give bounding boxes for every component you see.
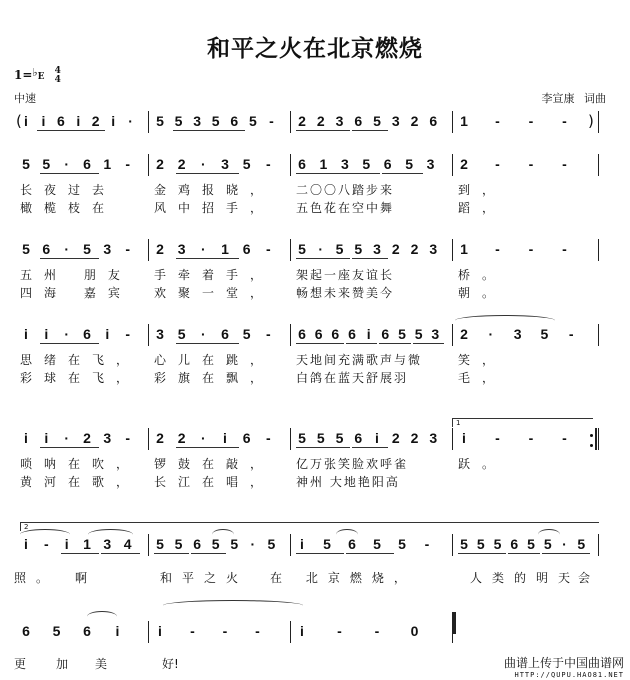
note: 1 [221, 241, 229, 257]
lyric: 思绪在飞， [20, 353, 141, 367]
note: 5 [230, 536, 239, 552]
barline [598, 111, 599, 133]
note: 2 [83, 430, 91, 446]
note: i [24, 113, 28, 129]
note: - [222, 623, 228, 639]
beam-line [382, 173, 423, 174]
note: i [24, 326, 28, 342]
note: 5 [22, 241, 30, 257]
note: 6 [242, 241, 251, 257]
note: 5 [398, 536, 406, 552]
note: 5 [211, 113, 220, 129]
beam-line [346, 343, 377, 344]
note: · [64, 156, 69, 172]
note: - [190, 623, 195, 639]
barline [598, 324, 599, 346]
beam-line [40, 173, 99, 174]
note: - [562, 156, 567, 172]
note: 6 [242, 430, 251, 446]
barline [148, 324, 149, 346]
note: · [200, 430, 206, 446]
repeat-dot [590, 434, 593, 437]
note: - [255, 623, 260, 639]
note: - [495, 430, 500, 446]
note: 5 [298, 430, 306, 446]
beam-line [61, 553, 100, 554]
note: 5 [316, 430, 325, 446]
note: i [462, 430, 466, 446]
note: 3 [391, 113, 400, 129]
note: i [44, 430, 49, 446]
note: - [269, 113, 274, 129]
note: 5 [242, 156, 251, 172]
note: 5 [405, 156, 414, 172]
note: 2 [391, 430, 400, 446]
lyric: 金鸡报晓， [154, 183, 275, 197]
lyric: 神州 大地艳阳高 [296, 475, 400, 489]
lyric: 白鸽在蓝天舒展羽 [296, 371, 409, 385]
lyric: 锣鼓在敲， [154, 457, 275, 471]
note: 5 [335, 430, 344, 446]
beam-line [40, 447, 99, 448]
note: 3 [431, 326, 440, 342]
note: 5 [211, 536, 220, 552]
note: 5 [414, 326, 423, 342]
barline [148, 428, 149, 450]
note: 5 [362, 156, 371, 172]
beam-line [296, 130, 350, 131]
composer-credit: 李宣康 词曲 [541, 92, 606, 105]
beam-line [296, 258, 350, 259]
beam-line [542, 553, 590, 554]
beam-line [296, 447, 350, 448]
lyric: 笑， [458, 353, 507, 367]
tie [455, 315, 555, 326]
beam-line [176, 447, 239, 448]
note: 5 [174, 113, 183, 129]
lyric: 架起一座友谊长 [296, 268, 395, 282]
note: - [125, 430, 130, 446]
beam-line [176, 343, 239, 344]
lyric: 心儿在跳， [154, 353, 275, 367]
note: 3 [426, 156, 435, 172]
note: · [64, 430, 69, 446]
note: 5 [156, 113, 164, 129]
note: 3 [103, 241, 112, 257]
note: 1 [460, 241, 468, 257]
note: 5 [52, 623, 61, 639]
barline [598, 534, 599, 556]
note: 1 [83, 536, 91, 552]
note: - [265, 326, 271, 342]
beam-line [413, 343, 444, 344]
note: 5 [323, 536, 331, 552]
barline [290, 239, 291, 261]
note: 5 [248, 113, 257, 129]
beam-line [176, 173, 239, 174]
barline [148, 154, 149, 176]
note: 3 [513, 326, 522, 342]
note: 6 [429, 113, 438, 129]
tie [88, 529, 133, 540]
note: i [158, 623, 162, 639]
lyric: 桥。 [458, 268, 507, 282]
lyric: 毛， [458, 371, 507, 385]
note: 5 [267, 536, 276, 552]
lyric: 彩旗在飘， [154, 371, 275, 385]
note: 2 [177, 156, 186, 172]
note: 3 [340, 156, 349, 172]
note: · [562, 536, 567, 552]
note: 6 [381, 326, 390, 342]
open-paren: ( [16, 112, 22, 130]
beam-line [508, 553, 540, 554]
note: - [562, 430, 567, 446]
repeat-barline [595, 428, 597, 450]
note: 6 [56, 113, 65, 129]
note: 3 [373, 241, 381, 257]
note: - [43, 536, 49, 552]
note: 2 [91, 113, 100, 129]
note: 6 [354, 113, 363, 129]
note: 5 [298, 241, 306, 257]
tie [163, 600, 303, 611]
barline [452, 428, 453, 450]
note: i [366, 326, 371, 342]
note: 2 [156, 241, 164, 257]
beam-line [40, 343, 99, 344]
note: · [200, 326, 206, 342]
note: 2 [156, 430, 164, 446]
note: 6 [83, 156, 91, 172]
lyric: 蹈， [458, 201, 507, 215]
note: 3 [429, 430, 438, 446]
tie [538, 529, 560, 540]
note: - [265, 156, 271, 172]
lyric: 手牵着手， [154, 268, 275, 282]
note: · [488, 326, 494, 342]
key-one: 1= [14, 68, 33, 82]
note: - [265, 430, 271, 446]
note: - [337, 623, 342, 639]
note: - [424, 536, 430, 552]
note: 2 [298, 113, 306, 129]
final-barline [452, 612, 456, 634]
note: · [200, 156, 206, 172]
barline [452, 111, 453, 133]
watermark-url: HTTP://QUPU.HAO81.NET [514, 671, 624, 679]
beam-line [296, 173, 380, 174]
lyric: 天地间充满歌声与微 [296, 353, 423, 367]
barline [290, 324, 291, 346]
note: - [125, 156, 130, 172]
lyric: 长夜过去 [20, 183, 117, 197]
note: 6 [230, 113, 239, 129]
note: 2 [460, 156, 468, 172]
note: 6 [354, 430, 363, 446]
barline [452, 534, 453, 556]
note: i [223, 430, 227, 446]
volta-number: 1 [456, 419, 461, 427]
beam-line [379, 343, 410, 344]
note: 2 [156, 156, 164, 172]
note: - [495, 241, 500, 257]
note: 6 [22, 623, 30, 639]
note: 2 [410, 241, 419, 257]
note: i [300, 536, 304, 552]
note: 5 [83, 241, 91, 257]
note: · [64, 241, 69, 257]
beam-line [296, 553, 344, 554]
barline [452, 324, 453, 346]
note: 3 [335, 113, 344, 129]
flat-icon: ♭ [32, 66, 38, 79]
lyric: 和平之火 [160, 571, 249, 585]
key-signature [14, 66, 61, 85]
note: - [125, 326, 130, 342]
note: 3 [103, 430, 112, 446]
time-signature [55, 67, 61, 85]
note: i [41, 113, 46, 129]
note: 6 [314, 326, 323, 342]
note: 6 [298, 326, 306, 342]
watermark [504, 654, 624, 679]
barline [290, 621, 291, 643]
note: - [495, 156, 500, 172]
barline [148, 239, 149, 261]
note: - [562, 113, 567, 129]
time-bottom: 4 [54, 74, 61, 85]
note: i [111, 113, 116, 129]
lyric: 二〇〇八踏步来 [296, 183, 395, 197]
barline [148, 621, 149, 643]
tie [87, 611, 117, 622]
note: 5 [156, 536, 164, 552]
note: 5 [22, 156, 30, 172]
beam-line [191, 553, 226, 554]
key-note: E [37, 72, 45, 82]
note: · [200, 241, 206, 257]
barline [598, 154, 599, 176]
tie [336, 529, 358, 540]
note: i [44, 326, 49, 342]
note: 1 [460, 113, 468, 129]
page-title: 和平之火在北京燃烧 [207, 35, 423, 62]
tempo-marking: 中速 [14, 92, 36, 105]
note: 6 [298, 156, 306, 172]
note: 5 [540, 326, 549, 342]
note: · [318, 241, 324, 257]
barline [290, 534, 291, 556]
note: 3 [103, 536, 112, 552]
note: 5 [177, 326, 186, 342]
close-paren: ) [588, 112, 594, 130]
lyric: 人类的明天 [470, 571, 581, 585]
lyric: 会 [578, 571, 601, 585]
barline [290, 111, 291, 133]
lyric: 好! [162, 657, 179, 671]
note: 6 [221, 326, 229, 342]
note: 6 [348, 536, 356, 552]
lyric: 到， [458, 183, 507, 197]
note: · [128, 113, 133, 129]
barline [598, 239, 599, 261]
note: 5 [527, 536, 535, 552]
note: 2 [460, 326, 468, 342]
note: 2 [410, 113, 419, 129]
note: 3 [177, 241, 186, 257]
lyric: 黄河在歌， [20, 475, 141, 489]
note: 3 [429, 241, 438, 257]
tie [212, 529, 234, 540]
beam-line [101, 553, 140, 554]
beam-line [352, 258, 388, 259]
note: 4 [123, 536, 132, 552]
note: 3 [193, 113, 202, 129]
note: 2 [177, 430, 186, 446]
lyric: 朝。 [458, 286, 507, 300]
lyric: 唢呐在吹， [20, 457, 141, 471]
lyric: 照。 [14, 571, 59, 585]
note: i [24, 536, 28, 552]
note: - [528, 113, 534, 129]
beam-line [176, 258, 239, 259]
barline [452, 239, 453, 261]
note: - [125, 241, 130, 257]
note: 5 [354, 241, 363, 257]
lyric: 五色花在空中舞 [296, 201, 395, 215]
lyric: 跃。 [458, 457, 507, 471]
note: - [495, 113, 500, 129]
note: - [528, 241, 534, 257]
barline [148, 534, 149, 556]
note: · [250, 536, 256, 552]
beam-line [37, 130, 105, 131]
repeat-dot [590, 444, 593, 447]
lyric: 畅想未来赞美今 [296, 286, 395, 300]
note: 5 [460, 536, 468, 552]
beam-line [458, 553, 506, 554]
note: 5 [398, 326, 406, 342]
note: 1 [319, 156, 328, 172]
watermark-text: 曲谱上传于中国曲谱网 [503, 656, 624, 670]
volta-1 [452, 418, 593, 427]
time-top: 4 [54, 65, 61, 76]
note: 6 [42, 241, 51, 257]
lyric: 彩球在飞， [20, 371, 141, 385]
note: 6 [383, 156, 392, 172]
beam-line [346, 553, 394, 554]
lyric: 风中招手， [154, 201, 275, 215]
note: 6 [83, 326, 91, 342]
note: 6 [83, 623, 91, 639]
lyric: 在 北京燃烧， [270, 571, 416, 585]
note: 5 [335, 241, 344, 257]
note: - [568, 326, 574, 342]
note: i [300, 623, 304, 639]
note: 2 [391, 241, 400, 257]
lyric: 四海 嘉宾 [20, 286, 132, 300]
beam-line [352, 130, 388, 131]
barline [290, 428, 291, 450]
note: 5 [373, 113, 381, 129]
note: i [64, 536, 69, 552]
note: - [265, 241, 271, 257]
note: 2 [316, 113, 325, 129]
barline [290, 154, 291, 176]
note: - [374, 623, 380, 639]
barline [598, 428, 599, 450]
note: 5 [493, 536, 502, 552]
note: - [528, 156, 534, 172]
lyric: 更 [14, 657, 27, 671]
lyric: 亿万张笑脸欢呼雀 [296, 457, 409, 471]
note: 1 [103, 156, 112, 172]
note: i [76, 113, 81, 129]
beam-line [154, 553, 189, 554]
beam-line [296, 343, 344, 344]
lyric: 欢聚一堂， [154, 286, 275, 300]
beam-line [173, 130, 245, 131]
note: 6 [348, 326, 356, 342]
note: i [105, 326, 110, 342]
note: 6 [510, 536, 519, 552]
note: 5 [174, 536, 183, 552]
note: 6 [331, 326, 340, 342]
note: 5 [577, 536, 586, 552]
lyric: 啊 [75, 571, 98, 585]
note: 5 [476, 536, 485, 552]
lyric: 长江在唱， [154, 475, 275, 489]
note: 5 [42, 156, 51, 172]
barline [452, 154, 453, 176]
lyric: 橄榄枝在 [20, 201, 117, 215]
beam-line [352, 447, 388, 448]
lyric: 美 [95, 657, 108, 671]
volta-number: 2 [24, 523, 29, 531]
tie [20, 529, 70, 540]
lyric: 加 [56, 657, 69, 671]
note: 0 [410, 623, 419, 639]
note: 3 [221, 156, 229, 172]
lyric: 五州 朋友 [20, 268, 132, 282]
note: 6 [193, 536, 202, 552]
note: i [115, 623, 120, 639]
note: i [24, 430, 28, 446]
note: - [528, 430, 534, 446]
barline [148, 111, 149, 133]
note: 5 [242, 326, 251, 342]
note: 2 [410, 430, 419, 446]
beam-line [40, 258, 99, 259]
note: 3 [156, 326, 164, 342]
note: - [562, 241, 567, 257]
note: 5 [373, 536, 381, 552]
note: 5 [543, 536, 552, 552]
note: · [64, 326, 69, 342]
note: i [375, 430, 379, 446]
